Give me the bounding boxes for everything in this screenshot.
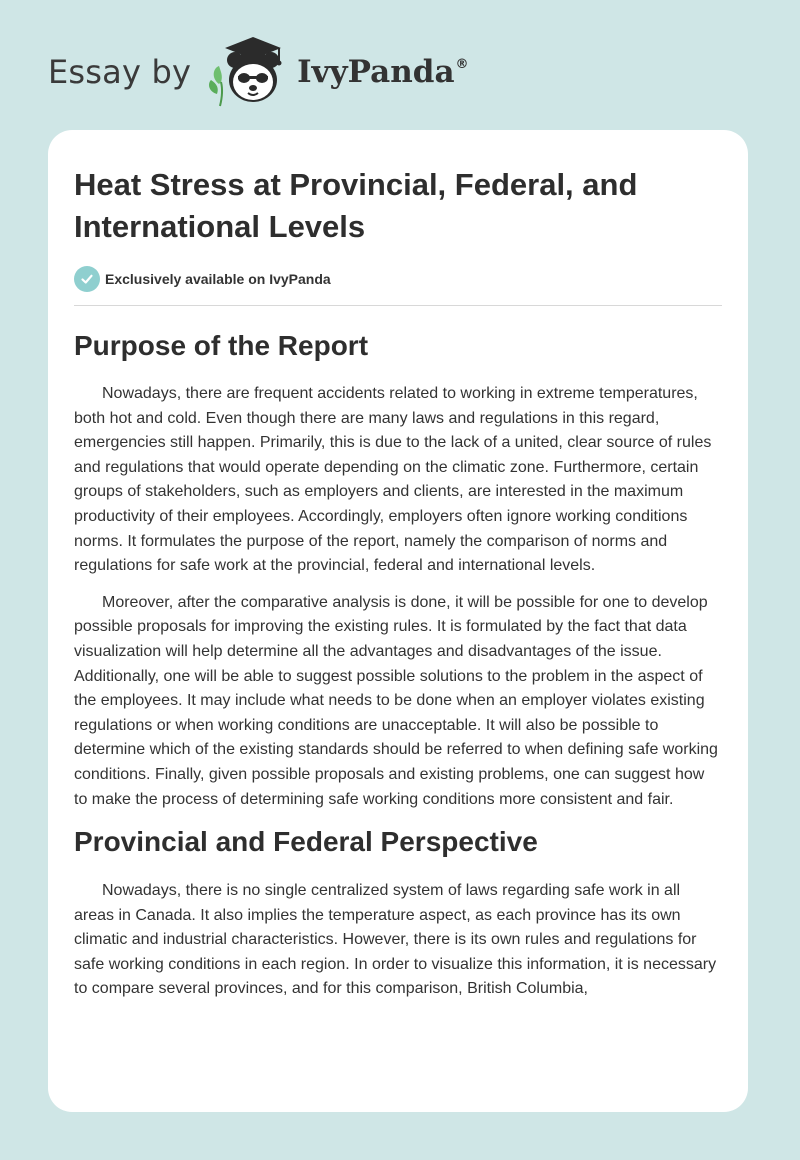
section-heading: Purpose of the Report [74, 330, 369, 361]
brand-prefix: Essay by [48, 53, 192, 91]
paragraph: Nowadays, there are frequent accidents related to working in extreme temperatures, both hot and cold. Even though there are many laws and regulations in this regard, emergencies still happen. Primarily, this is due to the lack of a united, clear source of rules and regulations that would operate depending on the climatic zone. Furthermore, certain groups of stakeholders, such as employers and clients, are interested in the maximum productivity of their employees. Accordingly, employers often ignore working conditions norms. It formulates the purpose of the report, namely the comparison of norms and regulations for safe work at the provincial, federal and international levels. [74, 385, 712, 575]
exclusive-text: Exclusively available on IvyPanda [105, 271, 331, 287]
divider [74, 305, 722, 306]
panda-graduate-logo-icon [205, 34, 295, 110]
registered-mark: ® [455, 57, 469, 72]
section-provincial-federal [74, 824, 722, 1002]
section-heading: Provincial and Federal Perspective [74, 826, 538, 858]
section-purpose [74, 328, 722, 812]
essay-content [48, 130, 748, 1002]
exclusive-badge [74, 266, 722, 292]
paragraph: Nowadays, there is no single centralized system of laws regarding safe work in all areas in Canada. It also implies the temperature aspect, as each province has its own climatic and industrial characteristics. However, there is its own rules and regulations for safe working conditions in each region. In order to visualize this information, it is necessary to compare several provinces, and for this comparison, British Columbia, [74, 882, 717, 998]
brand-header[interactable] [48, 34, 469, 110]
essay-card [48, 130, 748, 1112]
brand-name-text: IvyPanda [297, 54, 455, 90]
check-icon [74, 266, 100, 292]
paragraph: Moreover, after the comparative analysis is done, it will be possible for one to develop possible proposals for improving the existing rules. It is formulated by the fact that data visualization will help determine all the advantages and disadvantages of the issue. Additionally, one will be able to suggest possible solutions to the problem in the aspect of the employees. It may include what needs to be done when an employer violates existing regulations or when working conditions are unacceptable. It will also be possible to determine which of the existing standards should be referred to when defining safe working conditions. Finally, given possible proposals and existing problems, one can suggest how to make the process of determining safe working conditions more consistent and fair. [74, 593, 718, 808]
brand-name [297, 54, 468, 90]
essay-title: Heat Stress at Provincial, Federal, and International Levels [74, 167, 638, 244]
